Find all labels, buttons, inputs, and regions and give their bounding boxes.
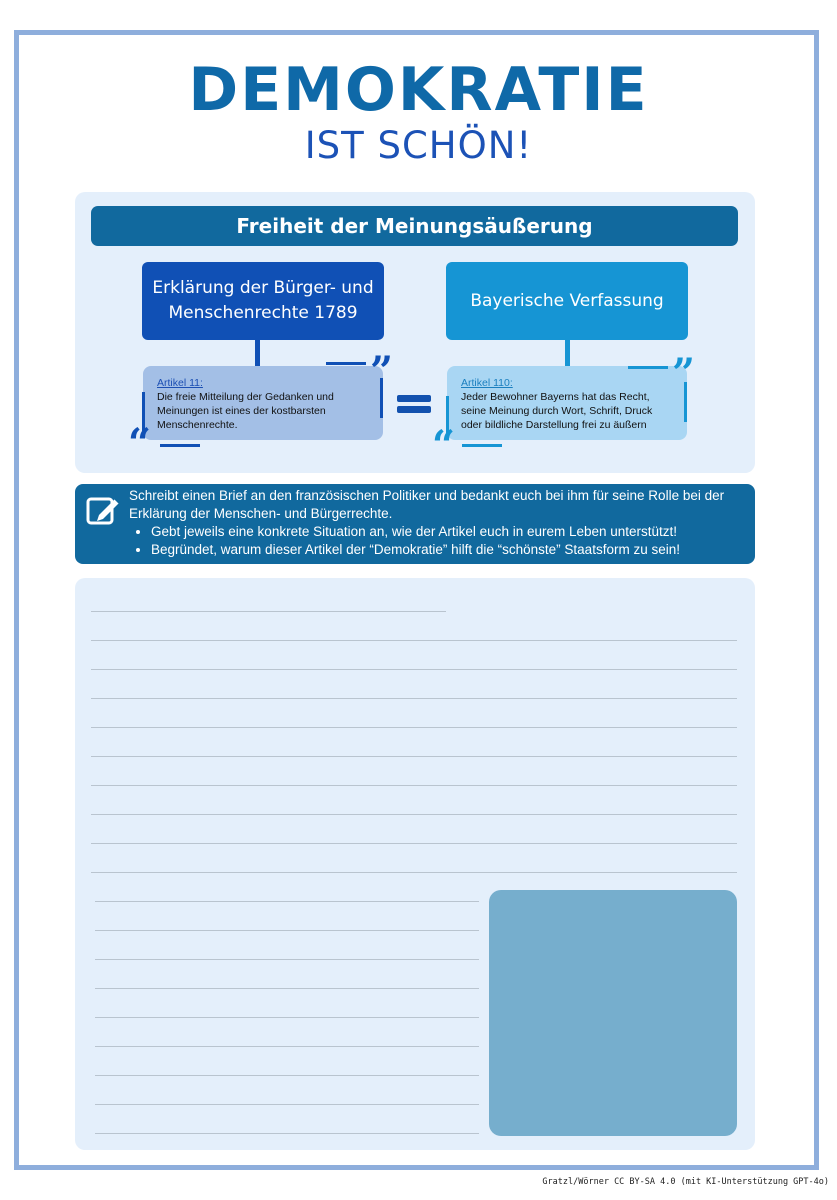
task-bullet: • Begründet, warum dieser Artikel der “Demokratie” hilft die “schönste” Staatsform zu sein!: [151, 541, 749, 559]
writing-line: [91, 698, 737, 699]
quote-close-icon: ”: [672, 350, 696, 397]
source-declaration-1789: [142, 262, 384, 340]
equals-sign-bottom: [397, 406, 431, 413]
page-title: DEMOKRATIE: [188, 55, 649, 125]
writing-line: [95, 959, 479, 960]
quote-open-icon: “: [432, 422, 456, 469]
credit-line: Gratzl/Wörner CC BY-SA 4.0 (mit KI-Unterstützung GPT-4o): [542, 1177, 829, 1187]
quote-open-icon: “: [128, 420, 152, 467]
writing-line: [91, 785, 737, 786]
writing-line: [95, 901, 479, 902]
edit-icon: [85, 492, 121, 528]
quote-bar: [628, 366, 668, 369]
article-11-label: Artikel 11:: [157, 377, 203, 389]
article-110-text: Jeder Bewohner Bayerns hat das Recht, seine Meinung durch Wort, Schrift, Druck oder bildliche Darstellung frei zu äußern: [461, 391, 653, 431]
equals-sign-top: [397, 395, 431, 402]
image-placeholder: [489, 890, 737, 1136]
writing-line: [95, 988, 479, 989]
writing-line: [95, 930, 479, 931]
article-11-text: Die freie Mitteilung der Gedanken und Meinungen ist eines der kostbarsten Menschenrechte.: [157, 391, 334, 431]
writing-line: [91, 611, 446, 612]
panel-header: Freiheit der Meinungsäußerung: [91, 206, 738, 246]
quote-article-11: [143, 366, 383, 440]
task-intro: Schreibt einen Brief an den französischen Politiker und bedankt euch bei ihm für seine Rolle bei der Erklärung der Menschen- und Bürgerrechte.: [129, 488, 725, 521]
writing-line: [91, 814, 737, 815]
writing-line: [95, 1046, 479, 1047]
task-list: [151, 523, 749, 559]
writing-line: [95, 1133, 479, 1134]
article-110-label: Artikel 110:: [461, 377, 513, 389]
quote-bar: [160, 444, 200, 447]
writing-line: [91, 756, 737, 757]
source-left-line2: Menschenrechte 1789: [168, 303, 358, 323]
task-bullet: • Gebt jeweils eine konkrete Situation an, wie der Artikel euch in eurem Leben unterstützt!: [151, 523, 749, 541]
quote-bar: [326, 362, 366, 365]
writing-line: [91, 727, 737, 728]
writing-line: [91, 843, 737, 844]
writing-line: [95, 1017, 479, 1018]
page-subtitle: IST SCHÖN!: [304, 124, 533, 167]
quote-bar: [462, 444, 502, 447]
writing-line: [95, 1104, 479, 1105]
quote-article-110: [447, 366, 687, 440]
source-left-line1: Erklärung der Bürger- und: [152, 278, 374, 298]
connector-right: [565, 340, 570, 368]
quote-close-icon: ”: [370, 348, 394, 395]
writing-line: [91, 669, 737, 670]
writing-line: [91, 872, 737, 873]
connector-left: [255, 340, 260, 368]
writing-line: [91, 640, 737, 641]
writing-line: [95, 1075, 479, 1076]
task-box: [75, 484, 755, 564]
source-bavarian-constitution: Bayerische Verfassung: [446, 262, 688, 340]
